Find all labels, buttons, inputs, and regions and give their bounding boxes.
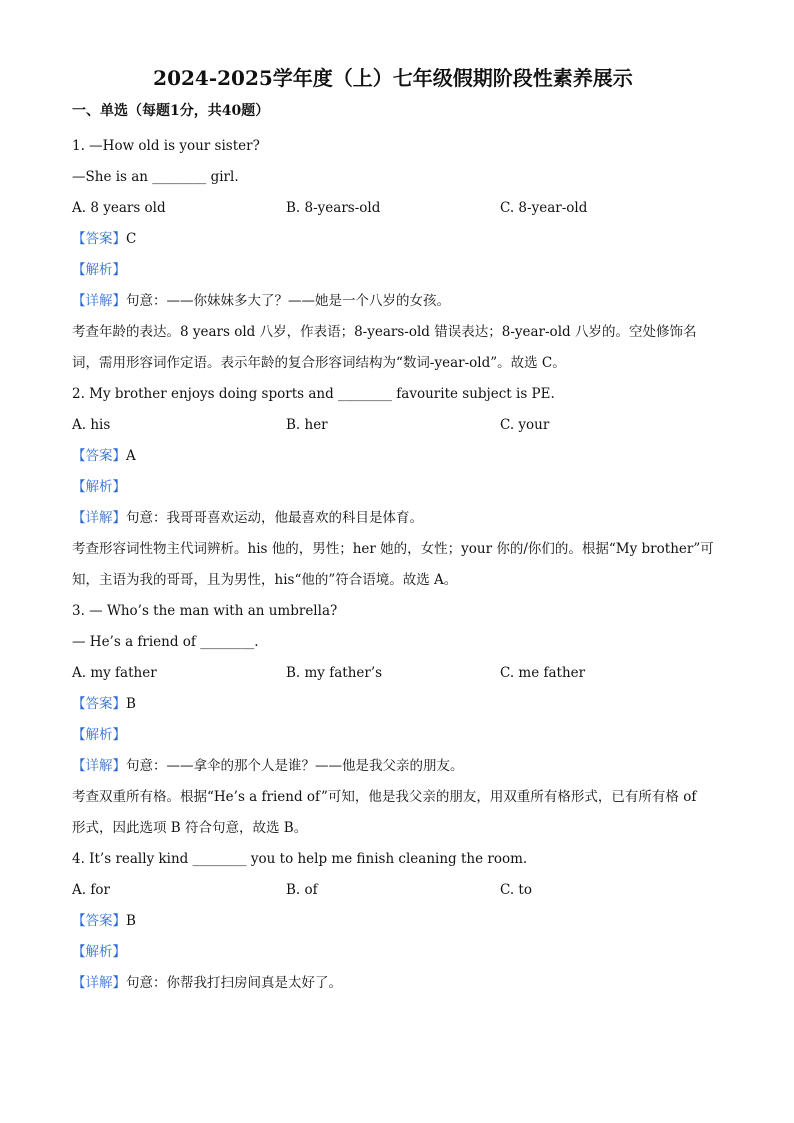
detail-line bbox=[72, 503, 714, 534]
detail-line bbox=[72, 751, 714, 782]
detail-text: 句意：——你妹妹多大了？——她是一个八岁的女孩。 bbox=[126, 293, 450, 309]
answer-label: 【答案】 bbox=[72, 448, 126, 464]
answer-line bbox=[72, 689, 714, 720]
section-heading: 一、单选（每题1分，共40题） bbox=[72, 103, 270, 119]
question-1 bbox=[72, 131, 714, 379]
options-row bbox=[72, 193, 714, 224]
question-stem: 4. It’s really kind ________ you to help me finish cleaning the room. bbox=[72, 851, 528, 867]
analysis-label: 【解析】 bbox=[72, 727, 126, 743]
option-b: B. my father’s bbox=[286, 665, 383, 681]
answer-label: 【答案】 bbox=[72, 913, 126, 929]
analysis-line bbox=[72, 937, 714, 968]
detail-text: 句意：你帮我打扫房间真是太好了。 bbox=[126, 975, 342, 991]
detail-explanation: 考查双重所有格。根据“He’s a friend of”可知，他是我父亲的朋友，用双重所有格形式，已有所有格 of 形式，因此选项 B 符合句意，故选 B。 bbox=[72, 789, 697, 836]
option-a: A. 8 years old bbox=[72, 200, 166, 216]
analysis-label: 【解析】 bbox=[72, 479, 126, 495]
detail-text: 句意：我哥哥喜欢运动，他最喜欢的科目是体育。 bbox=[126, 510, 423, 526]
answer-label: 【答案】 bbox=[72, 696, 126, 712]
answer-line bbox=[72, 224, 714, 255]
answer-value: B bbox=[126, 913, 136, 929]
option-c: C. me father bbox=[500, 665, 586, 681]
option-a: A. my father bbox=[72, 665, 157, 681]
question-2 bbox=[72, 379, 714, 596]
detail-explanation: 考查年龄的表达。8 years old 八岁，作表语；8-years-old 错误表达；8-year-old 八岁的。空处修饰名词，需用形容词作定语。表示年龄的复合形容词结构为“数词-year-old”。故选 C。 bbox=[72, 324, 697, 371]
option-a: A. for bbox=[72, 882, 110, 898]
answer-value: B bbox=[126, 696, 136, 712]
option-c: C. 8-year-old bbox=[500, 200, 588, 216]
detail-line bbox=[72, 286, 714, 317]
options-row bbox=[72, 658, 714, 689]
options-row bbox=[72, 875, 714, 906]
option-b: B. 8-years-old bbox=[286, 200, 381, 216]
analysis-line bbox=[72, 255, 714, 286]
detail-text: 句意：——拿伞的那个人是谁？——他是我父亲的朋友。 bbox=[126, 758, 464, 774]
analysis-line bbox=[72, 472, 714, 503]
question-stem: 2. My brother enjoys doing sports and ________ favourite subject is PE. bbox=[72, 386, 555, 402]
analysis-label: 【解析】 bbox=[72, 262, 126, 278]
analysis-label: 【解析】 bbox=[72, 944, 126, 960]
analysis-line bbox=[72, 720, 714, 751]
option-b: B. of bbox=[286, 882, 318, 898]
detail-label: 【详解】 bbox=[72, 758, 126, 774]
question-stem: 1. —How old is your sister? bbox=[72, 138, 260, 154]
page-title: 2024-2025学年度（上）七年级假期阶段性素养展示 bbox=[153, 66, 633, 90]
question-stem: 3. — Who’s the man with an umbrella? bbox=[72, 603, 338, 619]
question-stem: —She is an ________ girl. bbox=[72, 169, 239, 185]
detail-line bbox=[72, 968, 714, 999]
option-c: C. to bbox=[500, 882, 532, 898]
answer-line bbox=[72, 441, 714, 472]
option-b: B. her bbox=[286, 417, 328, 433]
question-stem: — He’s a friend of ________. bbox=[72, 634, 259, 650]
question-3 bbox=[72, 596, 714, 844]
answer-value: C bbox=[126, 231, 137, 247]
options-row bbox=[72, 410, 714, 441]
detail-label: 【详解】 bbox=[72, 510, 126, 526]
option-c: C. your bbox=[500, 417, 550, 433]
answer-line bbox=[72, 906, 714, 937]
answer-label: 【答案】 bbox=[72, 231, 126, 247]
answer-value: A bbox=[126, 448, 136, 464]
question-4 bbox=[72, 844, 714, 999]
detail-label: 【详解】 bbox=[72, 975, 126, 991]
detail-label: 【详解】 bbox=[72, 293, 126, 309]
option-a: A. his bbox=[72, 417, 111, 433]
detail-explanation: 考查形容词性物主代词辨析。his 他的，男性；her 她的，女性；your 你的/你们的。根据“My brother”可知，主语为我的哥哥，且为男性，his“他的”符合语境。故选 A。 bbox=[72, 541, 714, 588]
